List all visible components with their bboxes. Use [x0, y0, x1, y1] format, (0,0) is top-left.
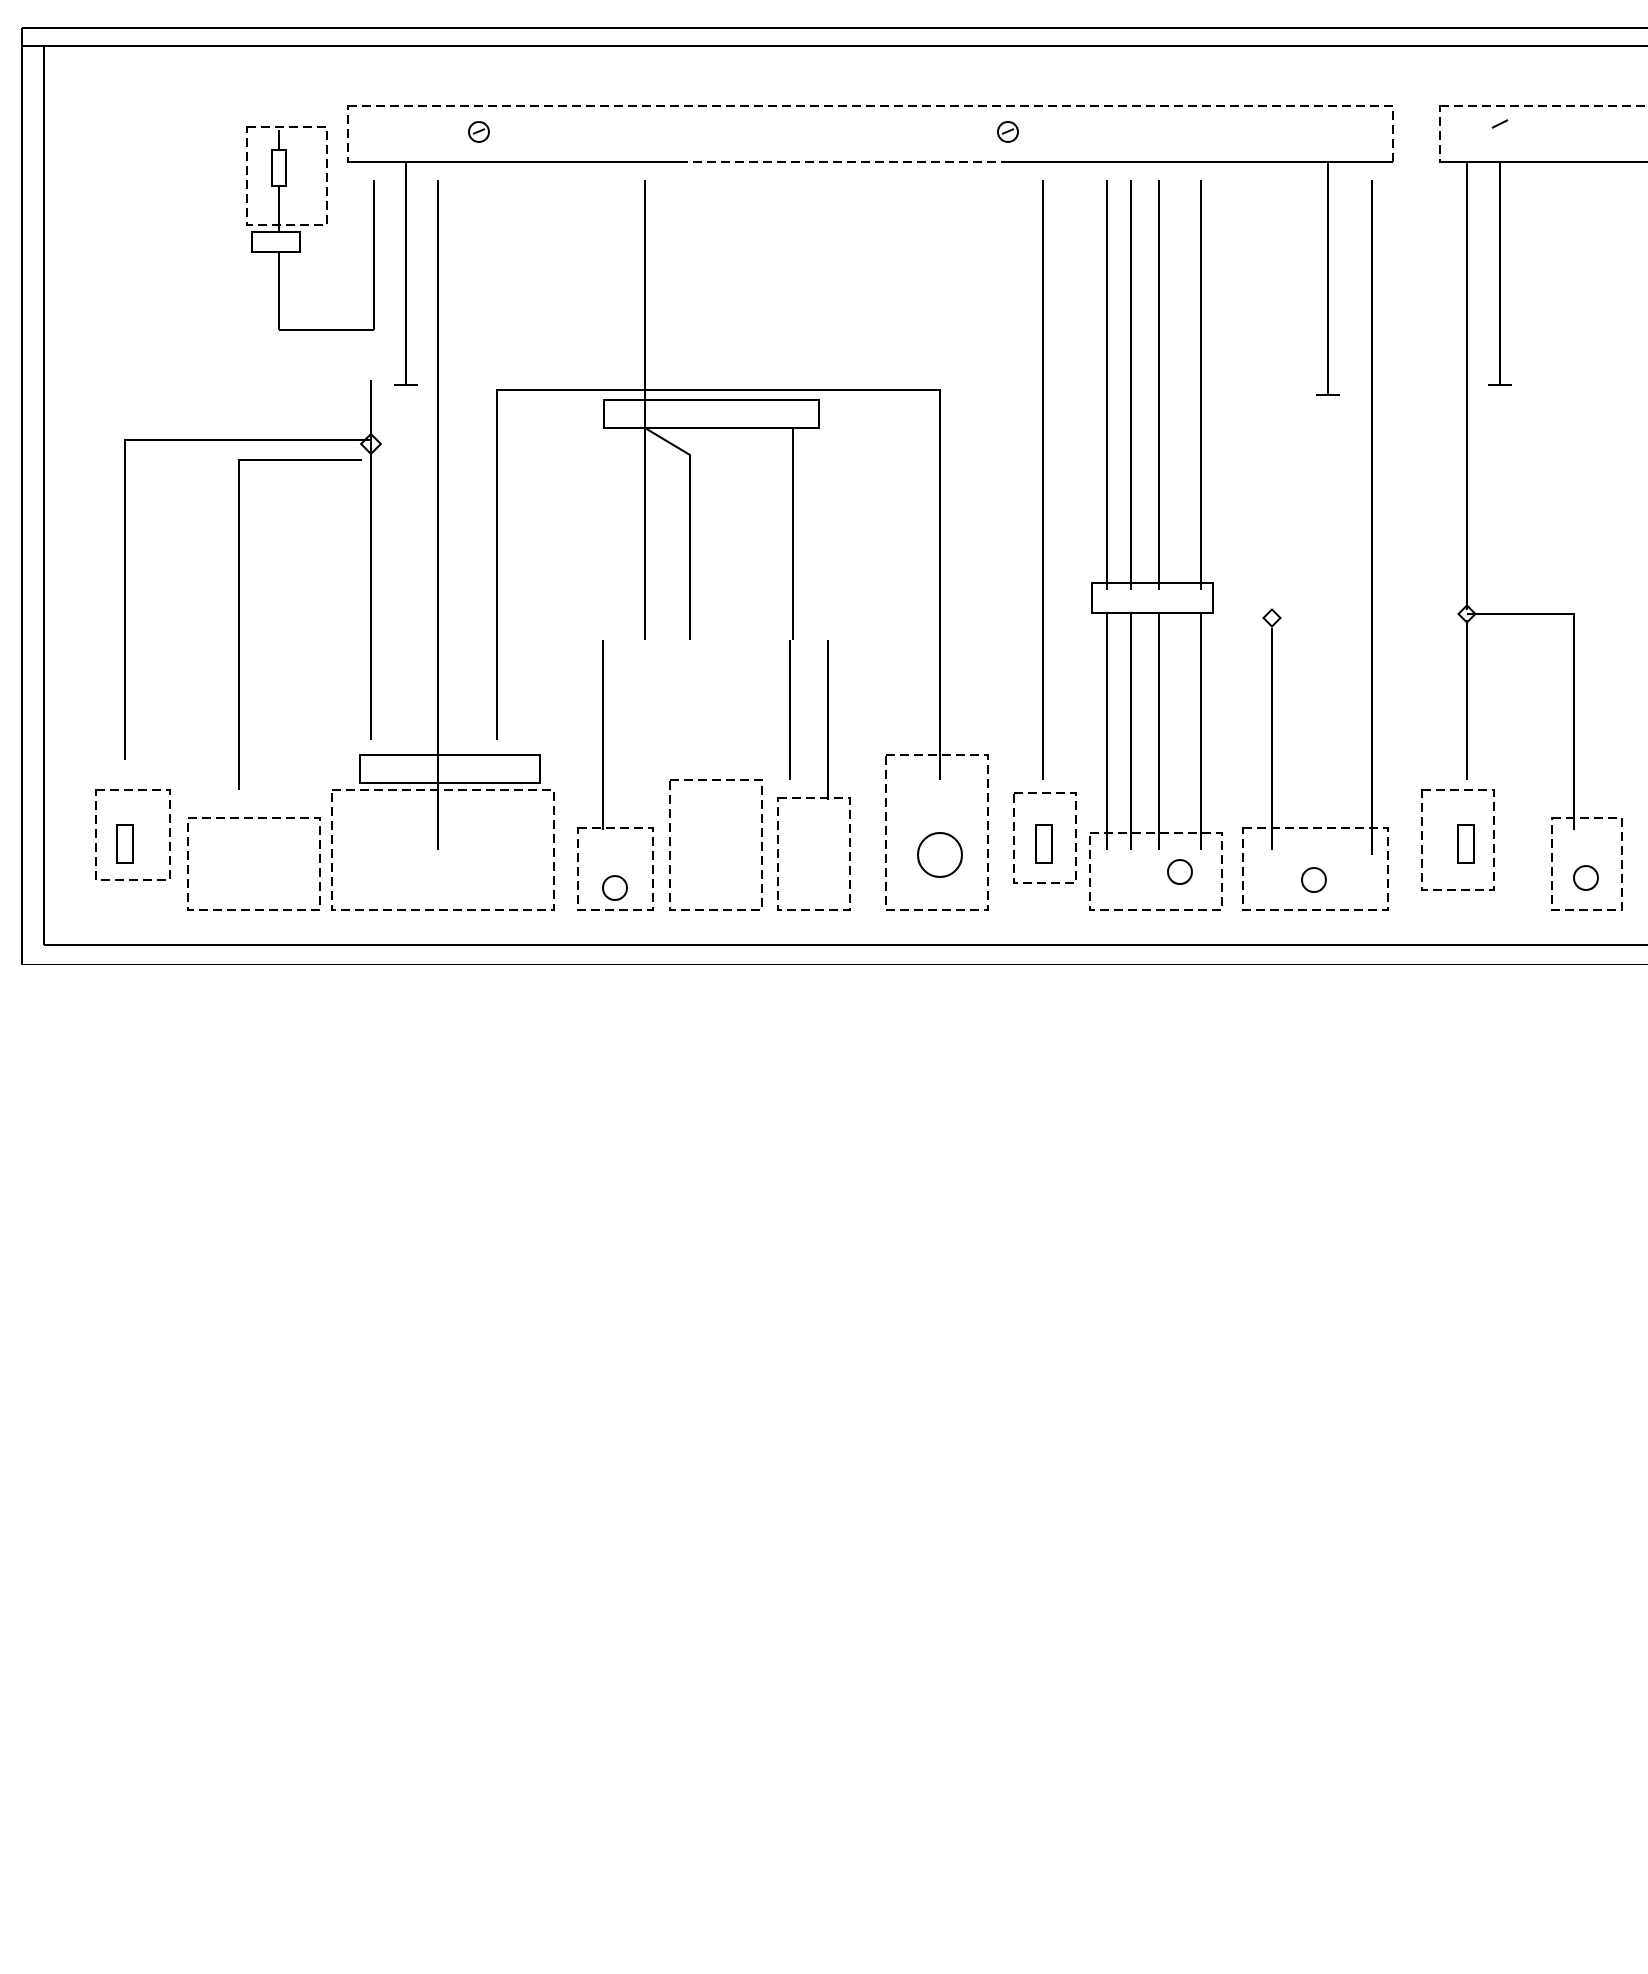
- left-circuit-wires: [125, 380, 940, 790]
- f3-top-fuse: [247, 127, 374, 330]
- k2-box: [670, 780, 762, 910]
- diagram-frame: [22, 28, 1648, 965]
- x35-65-connector: [604, 400, 819, 640]
- f2-box: [1014, 793, 1076, 883]
- z3-6-right-splice: [1264, 610, 1281, 850]
- m5-1-box: [578, 828, 653, 910]
- component-boxes: [96, 755, 1622, 910]
- m6-1-box: [1090, 833, 1222, 910]
- s4x1-connector: [360, 755, 540, 783]
- n10-wires: [374, 162, 1500, 855]
- n10-relay-box: [348, 106, 1393, 162]
- s26-1-box: [1440, 106, 1648, 162]
- pe-ref-box: [188, 818, 320, 910]
- wiring-diagram: [0, 0, 1648, 965]
- s4-box: [332, 790, 554, 910]
- x88-2-connector: [1092, 583, 1213, 850]
- legend-table-right: [1419, 1079, 1648, 1659]
- z3-8-splice: [1459, 606, 1574, 830]
- s42-box: [778, 798, 850, 910]
- n22-box: [1552, 818, 1622, 910]
- w9-2-grounds: [603, 640, 828, 830]
